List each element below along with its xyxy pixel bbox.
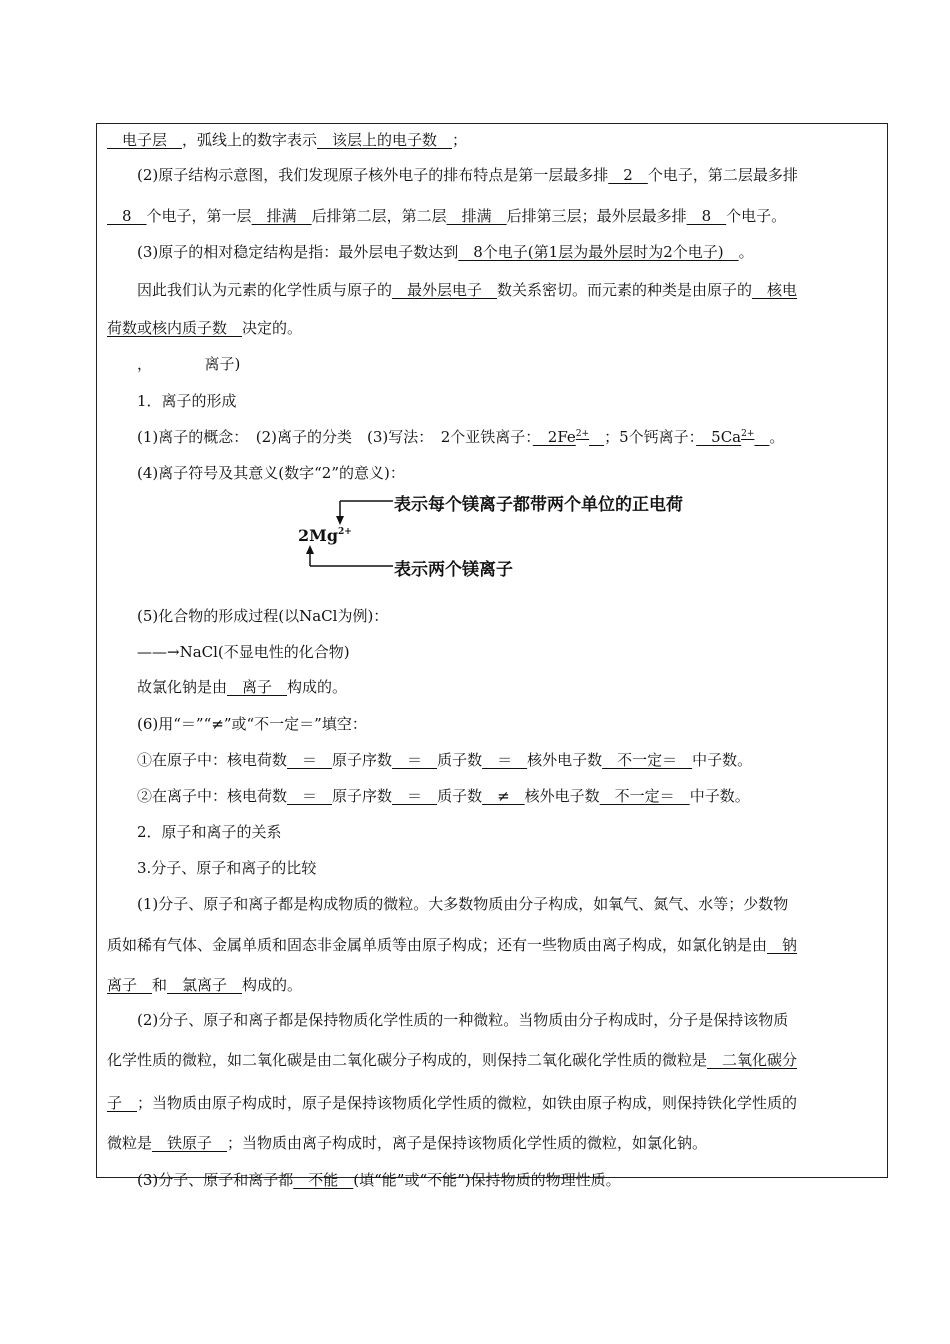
text-run: 原子序数 <box>332 787 393 805</box>
text-run: (3)原子的相对稳定结构是指：最外层电子数达到 <box>137 243 459 261</box>
text-run: ②在离子中：核电荷数 <box>137 787 288 805</box>
text-run: (3)分子、原子和离子都 <box>137 1171 294 1189</box>
answer-blank <box>754 428 769 446</box>
text-run: 和 <box>152 976 168 994</box>
answer-blank: 2+ <box>741 429 755 439</box>
answer-blank: 最外层电子 <box>392 281 498 299</box>
text-run: ；5个钙离子： <box>604 428 697 446</box>
answer-blank: ≠ <box>482 787 525 805</box>
answer-blank: 排满 <box>446 207 507 225</box>
text-run: (2)分子、原子和离子都是保持物质化学性质的一种微粒。当物质由分子构成时，分子是保持该物质 <box>137 1011 789 1029</box>
text-line <box>107 935 797 955</box>
text-run: 因此我们认为元素的化学性质与原子的 <box>137 281 393 299</box>
answer-blank: 不能 <box>293 1171 354 1189</box>
text-line <box>107 206 786 226</box>
answer-blank: 钠 <box>767 936 798 954</box>
text-line <box>137 427 784 447</box>
text-line <box>137 1010 788 1030</box>
text-line <box>137 750 752 770</box>
answer-blank: 不一定＝ <box>599 787 690 805</box>
text-line <box>107 1093 797 1113</box>
text-run: (4)离子符号及其意义(数字“2”的意义)： <box>137 464 405 482</box>
answer-blank: 8 <box>107 207 147 225</box>
text-run: (2)原子结构示意图，我们发现原子核外电子的排布特点是第一层最多排 <box>137 166 609 184</box>
text-line <box>137 606 388 626</box>
answer-blank: 核电 <box>752 281 798 299</box>
text-run: ①在原子中：核电荷数 <box>137 751 288 769</box>
text-run: ；当物质由原子构成时，原子是保持该物质化学性质的微粒，如铁由原子构成，则保持铁化学性质的 <box>137 1094 798 1112</box>
text-line <box>107 318 302 338</box>
answer-blank: 氯离子 <box>167 976 243 994</box>
text-run: 质子数 <box>437 787 483 805</box>
text-run: 个电子，第二层最多排 <box>647 166 798 184</box>
top-label: 表示每个镁离子都带两个单位的正电荷 <box>394 495 683 515</box>
text-run: 质子数 <box>437 751 483 769</box>
text-run: 核外电子数 <box>524 787 600 805</box>
text-run: 数关系密切。而元素的种类是由原子的 <box>497 281 753 299</box>
text-run: 质如稀有气体、金属单质和固态非金属单质等由原子构成；还有一些物质由离子构成，如氯化钠是由 <box>107 936 768 954</box>
text-run: 2．原子和离子的关系 <box>137 823 282 841</box>
text-run: 中子数。 <box>689 787 750 805</box>
text-run: 构成的。 <box>287 678 348 696</box>
text-line <box>107 975 302 995</box>
answer-blank: 8个电子(第1层为最外层时为2个电子) <box>458 243 739 261</box>
text-line <box>137 858 316 878</box>
text-line <box>137 1170 621 1190</box>
ion-symbol: $2Mg^{2+}$ <box>298 526 352 545</box>
text-line <box>137 391 237 411</box>
answer-blank: ＝ <box>392 751 438 769</box>
text-run: (1)分子、原子和离子都是构成物质的微粒。大多数物质由分子构成，如氧气、氮气、水等；少数物 <box>137 895 789 913</box>
text-line <box>137 354 240 374</box>
answer-blank: 2+ <box>575 429 590 439</box>
answer-blank: ＝ <box>392 787 438 805</box>
answer-blank: 该层上的电子数 <box>317 131 453 149</box>
text-run: ——→NaCl(不显电性的化合物) <box>137 643 350 661</box>
text-line <box>137 280 797 300</box>
answer-blank: 电子层 <box>107 131 183 149</box>
text-run: 故氯化钠是由 <box>137 678 228 696</box>
answer-blank: 5Ca <box>696 428 742 446</box>
text-line <box>137 786 750 806</box>
text-line <box>137 642 350 662</box>
text-line <box>137 463 405 483</box>
text-run: ，弧线上的数字表示 <box>182 131 318 149</box>
text-line <box>137 894 788 914</box>
answer-blank: 荷数或核内质子数 <box>107 319 243 337</box>
text-run: 构成的。 <box>242 976 303 994</box>
text-run: 核外电子数 <box>527 751 603 769</box>
text-run: (5)化合物的形成过程(以NaCl为例)： <box>137 607 389 625</box>
answer-blank <box>589 428 604 446</box>
text-run: 3.分子、原子和离子的比较 <box>137 859 317 877</box>
text-line <box>137 714 367 734</box>
text-line <box>137 822 282 842</box>
text-run: 微粒是 <box>107 1134 153 1152</box>
answer-blank: 离子 <box>227 678 288 696</box>
answer-blank: 二氧化碳分 <box>707 1051 798 1069</box>
answer-blank: 铁原子 <box>152 1134 228 1152</box>
text-run: ， 离子) <box>137 355 241 373</box>
text-line <box>107 1133 707 1153</box>
answer-blank: 不一定＝ <box>602 751 693 769</box>
text-line <box>107 1050 797 1070</box>
answer-blank: 排满 <box>251 207 312 225</box>
answer-blank: 8 <box>686 207 727 225</box>
text-run: 后排第二层，第二层 <box>311 207 447 225</box>
text-run: 1．离子的形成 <box>137 392 237 410</box>
text-run: 化学性质的微粒，如二氧化碳是由二氧化碳分子构成的，则保持二氧化碳化学性质的微粒是 <box>107 1051 708 1069</box>
answer-blank: ＝ <box>287 787 333 805</box>
text-run: 个电子。 <box>726 207 787 225</box>
text-run: 决定的。 <box>242 319 303 337</box>
text-run: (1)离子的概念： (2)离子的分类 (3)写法： 2个亚铁离子： <box>137 428 533 446</box>
text-run: ； <box>452 131 468 149</box>
text-run: 个电子，第一层 <box>146 207 252 225</box>
text-line <box>137 242 754 262</box>
answer-blank: 离子 <box>107 976 153 994</box>
text-line <box>137 165 798 185</box>
answer-blank: ＝ <box>287 751 333 769</box>
bottom-label: 表示两个镁离子 <box>394 560 513 580</box>
ion-symbol-diagram <box>296 488 736 580</box>
text-run: (6)用“＝”“≠”或“不一定＝”填空： <box>137 715 367 733</box>
text-run: 中子数。 <box>692 751 753 769</box>
answer-blank: ＝ <box>482 751 528 769</box>
text-line <box>137 677 347 697</box>
answer-blank: 2 <box>608 166 648 184</box>
text-run: 原子序数 <box>332 751 393 769</box>
text-line <box>107 130 467 150</box>
text-run: ；当物质由离子构成时，离子是保持该物质化学性质的微粒，如氯化钠。 <box>227 1134 708 1152</box>
text-run: 后排第三层；最外层最多排 <box>506 207 687 225</box>
answer-blank: 2Fe <box>532 428 576 446</box>
text-run: (填“能”或“不能”)保持物质的物理性质。 <box>353 1171 621 1189</box>
text-run: 。 <box>738 243 754 261</box>
text-run: 。 <box>769 428 785 446</box>
answer-blank: 子 <box>107 1094 138 1112</box>
